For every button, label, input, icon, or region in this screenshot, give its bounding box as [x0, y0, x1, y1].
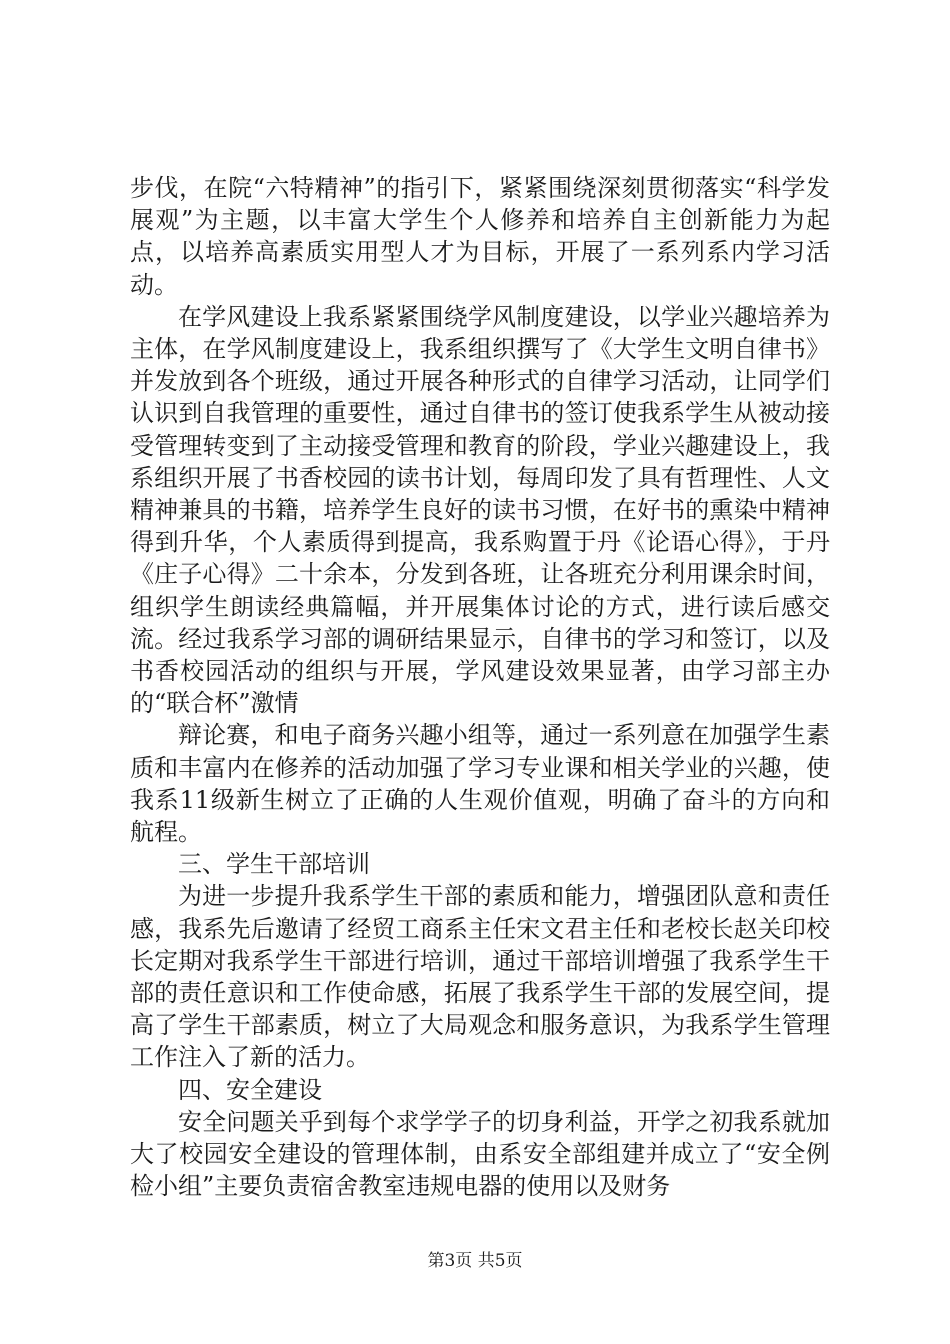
document-body — [130, 172, 830, 1203]
paragraph-study-style: 在学风建设上我系紧紧围绕学风制度建设，以学业兴趣培养为主体，在学风制度建设上，我系组织撰写了《大学生文明自律书》并发放到各个班级，通过开展各种形式的自律学习活动，让同学们认识到自我管理的重要性，通过自律书的签订使我系学生从被动接受管理转变到了主动接受管理和教育的阶段，学业兴趣建设上，我系组织开展了书香校园的读书计划，每周印发了具有哲理性、人文精神兼具的书籍，培养学生良好的读书习惯，在好书的熏染中精神得到升华，个人素质得到提高，我系购置于丹《论语心得》，于丹《庄子心得》二十余本，分发到各班，让各班充分利用课余时间，组织学生朗读经典篇幅，并开展集体讨论的方式，进行读后感交流。经过我系学习部的调研结果显示，自律书的学习和签订，以及书香校园活动的组织与开展，学风建设效果显著，由学习部主办的“联合杯”激情 — [130, 302, 830, 718]
section-heading-cadre-training: 三、学生干部培训 — [178, 850, 370, 879]
paragraph-cadre-training: 为进一步提升我系学生干部的素质和能力，增强团队意和责任感，我系先后邀请了经贸工商系主任宋文君主任和老校长赵关印校长定期对我系学生干部进行培训，通过干部培训增强了我系学生干部的责任意识和工作使命感，拓展了我系学生干部的发展空间，提高了学生干部素质，树立了大局观念和服务意识，为我系学生管理工作注入了新的活力。 — [130, 882, 830, 1072]
page-number-footer: 第3页 共5页 — [427, 1251, 523, 1271]
paragraph-safety: 安全问题关乎到每个求学学子的切身利益，开学之初我系就加大了校园安全建设的管理体制，由系安全部组建并成立了“安全例检小组”主要负责宿舍教室违规电器的使用以及财务 — [130, 1107, 830, 1201]
paragraph-debate: 辩论赛，和电子商务兴趣小组等，通过一系列意在加强学生素质和丰富内在修养的活动加强了学习专业课和相关学业的兴趣，使我系11级新生树立了正确的人生观价值观，明确了奋斗的方向和航程。 — [130, 721, 830, 847]
paragraph-continuation: 步伐，在院“六特精神”的指引下，紧紧围绕深刻贯彻落实“科学发展观”为主题，以丰富大学生个人修养和培养自主创新能力为起点，以培养高素质实用型人才为目标，开展了一系列系内学习活动。 — [130, 174, 830, 299]
section-heading-safety: 四、安全建设 — [178, 1075, 322, 1104]
